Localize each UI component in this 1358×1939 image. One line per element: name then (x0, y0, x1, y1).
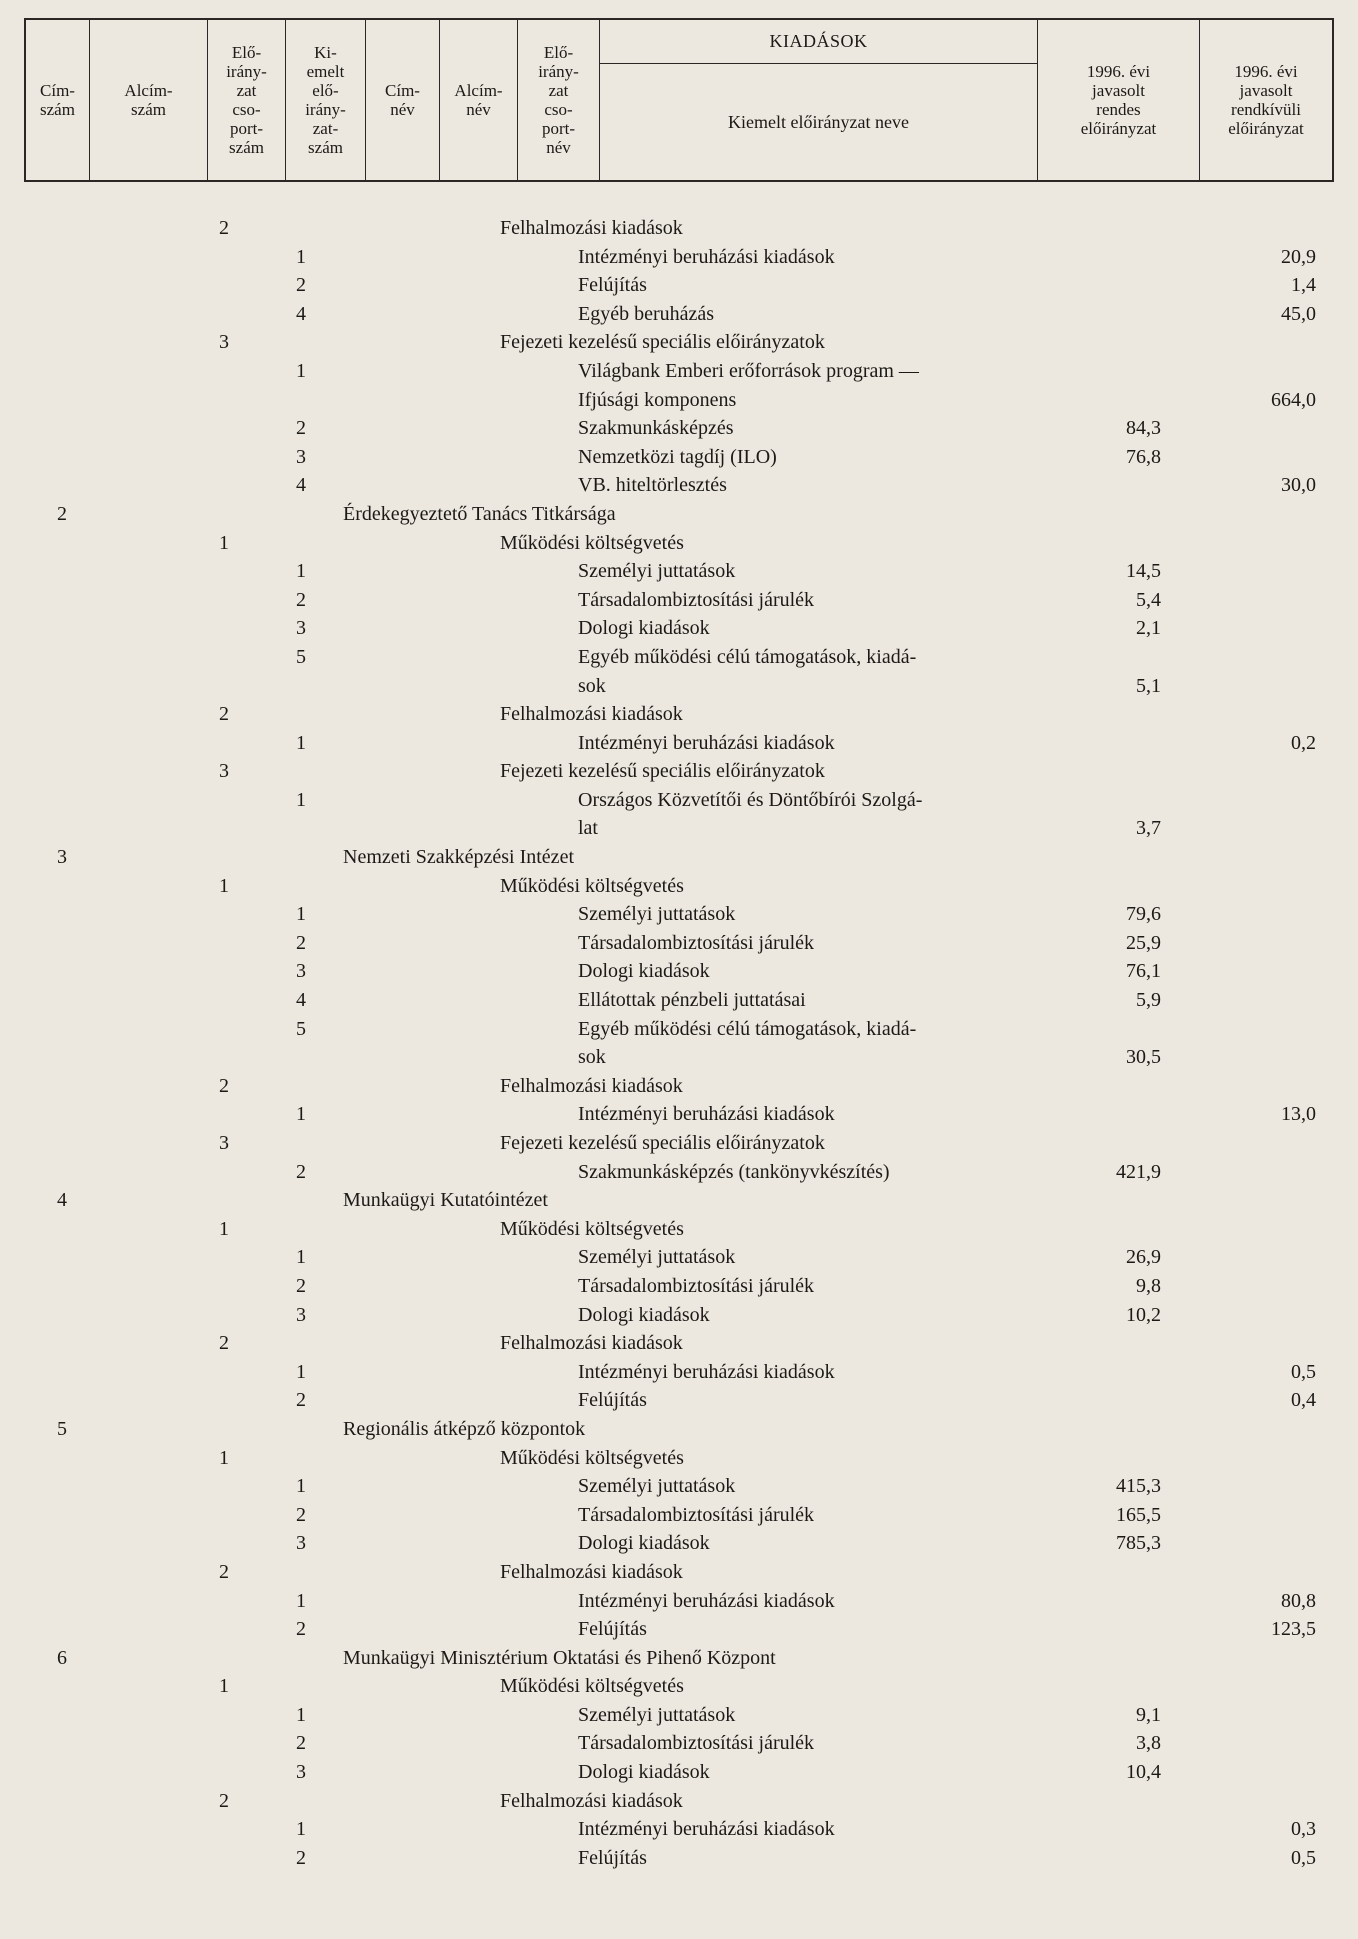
cell-kiemelt-szam: 1 (296, 560, 306, 583)
cell-csoport-szam: 1 (219, 1446, 229, 1469)
header-cimszam: Cím- szám (26, 20, 90, 180)
cell-rendes: 9,8 (1136, 1274, 1161, 1297)
cell-rendes: 9,1 (1136, 1703, 1161, 1726)
table-row (0, 1186, 1358, 1215)
cell-rendkivuli: 80,8 (1281, 1589, 1316, 1612)
table-row (0, 786, 1358, 815)
cell-name: Egyéb működési célú támogatások, kiadá- (578, 645, 917, 668)
cell-rendkivuli: 0,3 (1291, 1818, 1316, 1841)
table-row (0, 1558, 1358, 1587)
cell-name: Felhalmozási kiadások (500, 1560, 683, 1583)
cell-csoport-szam: 3 (219, 331, 229, 354)
cell-rendes: 76,1 (1126, 960, 1161, 983)
table-row (0, 1243, 1358, 1272)
table-row (0, 500, 1358, 529)
table-row (0, 1587, 1358, 1616)
table-row (0, 1015, 1358, 1044)
cell-rendes: 5,4 (1136, 588, 1161, 611)
table-row (0, 1043, 1358, 1072)
cell-kiemelt-szam: 2 (296, 1732, 306, 1755)
cell-csoport-szam: 2 (219, 1560, 229, 1583)
cell-rendkivuli: 30,0 (1281, 474, 1316, 497)
cell-name: Működési költségvetés (500, 1675, 684, 1698)
table-row (0, 1100, 1358, 1129)
cell-name: Szakmunkásképzés (578, 417, 734, 440)
header-alcimnev: Alcím- név (440, 20, 518, 180)
table-row (0, 471, 1358, 500)
table-row (0, 729, 1358, 758)
cell-rendkivuli: 1,4 (1291, 274, 1316, 297)
cell-cimszam: 4 (57, 1189, 67, 1212)
header-eloiranyzat-csoport-szam: Elő- irány- zat cso- port- szám (208, 20, 286, 180)
table-row (0, 814, 1358, 843)
cell-kiemelt-szam: 3 (296, 1761, 306, 1784)
table-row (0, 386, 1358, 415)
cell-kiemelt-szam: 1 (296, 245, 306, 268)
table-row (0, 1644, 1358, 1673)
cell-cimszam: 5 (57, 1417, 67, 1440)
table-row (0, 1386, 1358, 1415)
table-row (0, 557, 1358, 586)
table-row (0, 414, 1358, 443)
cell-name: Szakmunkásképzés (tankönyvkészítés) (578, 1160, 890, 1183)
table-row (0, 1701, 1358, 1730)
cell-rendes: 421,9 (1116, 1160, 1161, 1183)
header-eloiranyzat-csoport-nev: Elő- irány- zat cso- port- név (518, 20, 600, 180)
cell-kiemelt-szam: 2 (296, 931, 306, 954)
cell-name: Világbank Emberi erőforrások program — (578, 359, 919, 382)
cell-name: Nemzeti Szakképzési Intézet (343, 846, 574, 869)
table-row (0, 986, 1358, 1015)
cell-kiemelt-szam: 5 (296, 645, 306, 668)
cell-rendkivuli: 13,0 (1281, 1103, 1316, 1126)
cell-rendes: 14,5 (1126, 560, 1161, 583)
header-rendkivuli: 1996. évi javasolt rendkívüli előirányzat (1228, 62, 1304, 138)
table-row (0, 443, 1358, 472)
cell-name: Felújítás (578, 1618, 647, 1641)
cell-rendes: 84,3 (1126, 417, 1161, 440)
cell-csoport-szam: 1 (219, 1217, 229, 1240)
header-kiemelt-eloiranyzat-szam: Ki- emelt elő- irány- zat- szám (286, 20, 366, 180)
cell-kiemelt-szam: 2 (296, 417, 306, 440)
cell-kiemelt-szam: 2 (296, 1274, 306, 1297)
table-row (0, 872, 1358, 901)
cell-name: Országos Közvetítői és Döntőbírói Szolgá- (578, 788, 923, 811)
table-row (0, 1844, 1358, 1873)
table-row (0, 614, 1358, 643)
cell-name: Felújítás (578, 1389, 647, 1412)
cell-name: Fejezeti kezelésű speciális előirányzatok (500, 760, 825, 783)
table-row (0, 1615, 1358, 1644)
cell-kiemelt-szam: 1 (296, 1703, 306, 1726)
cell-kiemelt-szam: 2 (296, 588, 306, 611)
table-row (0, 900, 1358, 929)
cell-cimszam: 3 (57, 846, 67, 869)
cell-name: Működési költségvetés (500, 874, 684, 897)
table-row (0, 1129, 1358, 1158)
cell-cimszam: 2 (57, 502, 67, 525)
cell-csoport-szam: 2 (219, 1789, 229, 1812)
header-cimnev: Cím- név (366, 20, 440, 180)
cell-name: Felhalmozási kiadások (500, 1074, 683, 1097)
table-row (0, 357, 1358, 386)
cell-rendkivuli: 664,0 (1271, 388, 1316, 411)
table-row (0, 929, 1358, 958)
table-body (0, 214, 1358, 1872)
cell-rendkivuli: 0,5 (1291, 1846, 1316, 1869)
cell-csoport-szam: 1 (219, 874, 229, 897)
cell-name: Személyi juttatások (578, 1703, 736, 1726)
cell-name: Regionális átképző központok (343, 1417, 586, 1440)
cell-name: lat (578, 817, 598, 840)
cell-rendkivuli: 0,4 (1291, 1389, 1316, 1412)
table-row (0, 1501, 1358, 1530)
cell-name: sok (578, 1046, 606, 1069)
table-row (0, 957, 1358, 986)
cell-name: Személyi juttatások (578, 1246, 736, 1269)
cell-csoport-szam: 3 (219, 1132, 229, 1154)
cell-name: Ifjúsági komponens (578, 388, 737, 411)
cell-name: Működési költségvetés (500, 531, 684, 554)
cell-rendkivuli: 45,0 (1281, 302, 1316, 325)
table-row (0, 1529, 1358, 1558)
cell-name: Dologi kiadások (578, 1761, 710, 1784)
table-row (0, 328, 1358, 357)
cell-kiemelt-szam: 2 (296, 1389, 306, 1412)
cell-name: Dologi kiadások (578, 617, 710, 640)
cell-rendes: 79,6 (1126, 903, 1161, 926)
cell-kiemelt-szam: 2 (296, 1503, 306, 1526)
cell-kiemelt-szam: 5 (296, 1017, 306, 1040)
cell-name: Személyi juttatások (578, 560, 736, 583)
cell-kiemelt-szam: 2 (296, 1160, 306, 1183)
cell-rendes: 3,8 (1136, 1732, 1161, 1755)
table-row (0, 757, 1358, 786)
cell-name: Társadalombiztosítási járulék (578, 931, 815, 954)
cell-name: Dologi kiadások (578, 1532, 710, 1555)
cell-csoport-szam: 1 (219, 531, 229, 554)
table-row (0, 1787, 1358, 1816)
cell-name: Intézményi beruházási kiadások (578, 1103, 835, 1126)
cell-rendes: 785,3 (1116, 1532, 1161, 1555)
cell-rendkivuli: 0,2 (1291, 731, 1316, 754)
cell-name: Fejezeti kezelésű speciális előirányzatok (500, 331, 825, 354)
cell-kiemelt-szam: 1 (296, 731, 306, 754)
cell-name: Társadalombiztosítási járulék (578, 1503, 815, 1526)
cell-name: Intézményi beruházási kiadások (578, 731, 835, 754)
cell-name: Intézményi beruházási kiadások (578, 245, 835, 268)
table-row (0, 643, 1358, 672)
cell-rendes: 26,9 (1126, 1246, 1161, 1269)
cell-name: VB. hiteltörlesztés (578, 474, 727, 497)
table-row (0, 1672, 1358, 1701)
cell-name: Fejezeti kezelésű speciális előirányzatok (500, 1132, 825, 1154)
table-row (0, 1758, 1358, 1787)
cell-name: Egyéb működési célú támogatások, kiadá- (578, 1017, 917, 1040)
cell-kiemelt-szam: 1 (296, 788, 306, 811)
cell-kiemelt-szam: 1 (296, 1589, 306, 1612)
cell-kiemelt-szam: 4 (296, 474, 306, 497)
table-row (0, 1329, 1358, 1358)
cell-kiemelt-szam: 1 (296, 903, 306, 926)
cell-name: Nemzetközi tagdíj (ILO) (578, 445, 777, 468)
cell-name: Felhalmozási kiadások (500, 1789, 683, 1812)
cell-csoport-szam: 2 (219, 1074, 229, 1097)
table-row (0, 214, 1358, 243)
table-row (0, 1815, 1358, 1844)
cell-csoport-szam: 1 (219, 1675, 229, 1698)
cell-kiemelt-szam: 3 (296, 960, 306, 983)
table-row (0, 1444, 1358, 1473)
cell-rendes: 5,9 (1136, 989, 1161, 1012)
cell-name: Felújítás (578, 1846, 647, 1869)
cell-name: Érdekegyeztető Tanács Titkársága (343, 502, 616, 525)
table-row (0, 700, 1358, 729)
table-row (0, 271, 1358, 300)
cell-name: Személyi juttatások (578, 1475, 736, 1498)
cell-name: Működési költségvetés (500, 1217, 684, 1240)
cell-kiemelt-szam: 1 (296, 1103, 306, 1126)
cell-name: Munkaügyi Minisztérium Oktatási és Pihenő Központ (343, 1646, 776, 1669)
header-kiadasok: KIADÁSOK (600, 20, 1038, 64)
cell-rendes: 76,8 (1126, 445, 1161, 468)
cell-csoport-szam: 2 (219, 217, 229, 239)
header-kiemelt-nev: Kiemelt előirányzat neve (600, 64, 1038, 180)
cell-rendes: 30,5 (1126, 1046, 1161, 1069)
cell-kiemelt-szam: 3 (296, 1303, 306, 1326)
cell-kiemelt-szam: 2 (296, 1618, 306, 1641)
table-row (0, 529, 1358, 558)
cell-name: sok (578, 674, 606, 697)
cell-rendes: 25,9 (1126, 931, 1161, 954)
table-header (24, 18, 1334, 182)
table-row (0, 843, 1358, 872)
cell-csoport-szam: 2 (219, 1332, 229, 1355)
cell-kiemelt-szam: 3 (296, 445, 306, 468)
table-row (0, 1301, 1358, 1330)
table-row (0, 300, 1358, 329)
cell-name: Intézményi beruházási kiadások (578, 1589, 835, 1612)
cell-name: Társadalombiztosítási járulék (578, 1732, 815, 1755)
table-row (0, 1472, 1358, 1501)
cell-csoport-szam: 2 (219, 703, 229, 726)
cell-name: Dologi kiadások (578, 960, 710, 983)
table-row (0, 1729, 1358, 1758)
cell-name: Felhalmozási kiadások (500, 1332, 683, 1355)
cell-name: Egyéb beruházás (578, 302, 715, 325)
cell-rendkivuli: 20,9 (1281, 245, 1316, 268)
cell-kiemelt-szam: 1 (296, 1360, 306, 1383)
cell-name: Működési költségvetés (500, 1446, 684, 1469)
cell-rendes: 5,1 (1136, 674, 1161, 697)
cell-kiemelt-szam: 1 (296, 1475, 306, 1498)
cell-csoport-szam: 3 (219, 760, 229, 783)
cell-cimszam: 6 (57, 1646, 67, 1669)
header-rendes: 1996. évi javasolt rendes előirányzat (1038, 20, 1200, 180)
cell-name: Felújítás (578, 274, 647, 297)
cell-rendes: 165,5 (1116, 1503, 1161, 1526)
table-row (0, 1272, 1358, 1301)
cell-kiemelt-szam: 1 (296, 1818, 306, 1841)
cell-name: Ellátottak pénzbeli juttatásai (578, 989, 806, 1012)
cell-rendes: 3,7 (1136, 817, 1161, 840)
cell-name: Társadalombiztosítási járulék (578, 588, 815, 611)
cell-name: Társadalombiztosítási járulék (578, 1274, 815, 1297)
cell-kiemelt-szam: 3 (296, 617, 306, 640)
cell-rendkivuli: 123,5 (1271, 1618, 1316, 1641)
table-row (0, 1215, 1358, 1244)
cell-rendes: 2,1 (1136, 617, 1161, 640)
cell-name: Munkaügyi Kutatóintézet (343, 1189, 548, 1212)
cell-name: Intézményi beruházási kiadások (578, 1818, 835, 1841)
cell-name: Személyi juttatások (578, 903, 736, 926)
cell-rendkivuli: 0,5 (1291, 1360, 1316, 1383)
cell-rendes: 10,2 (1126, 1303, 1161, 1326)
table-row (0, 1415, 1358, 1444)
cell-name: Felhalmozási kiadások (500, 217, 683, 239)
header-alcimszam: Alcím- szám (90, 20, 208, 180)
table-row (0, 243, 1358, 272)
cell-kiemelt-szam: 2 (296, 1846, 306, 1869)
cell-kiemelt-szam: 2 (296, 274, 306, 297)
table-row (0, 1158, 1358, 1187)
cell-kiemelt-szam: 1 (296, 1246, 306, 1269)
cell-kiemelt-szam: 3 (296, 1532, 306, 1555)
table-row (0, 1358, 1358, 1387)
cell-kiemelt-szam: 4 (296, 302, 306, 325)
cell-kiemelt-szam: 1 (296, 359, 306, 382)
table-row (0, 672, 1358, 701)
cell-rendes: 415,3 (1116, 1475, 1161, 1498)
cell-name: Intézményi beruházási kiadások (578, 1360, 835, 1383)
cell-name: Felhalmozási kiadások (500, 703, 683, 726)
cell-name: Dologi kiadások (578, 1303, 710, 1326)
cell-rendes: 10,4 (1126, 1761, 1161, 1784)
table-row (0, 1072, 1358, 1101)
cell-kiemelt-szam: 4 (296, 989, 306, 1012)
table-row (0, 586, 1358, 615)
